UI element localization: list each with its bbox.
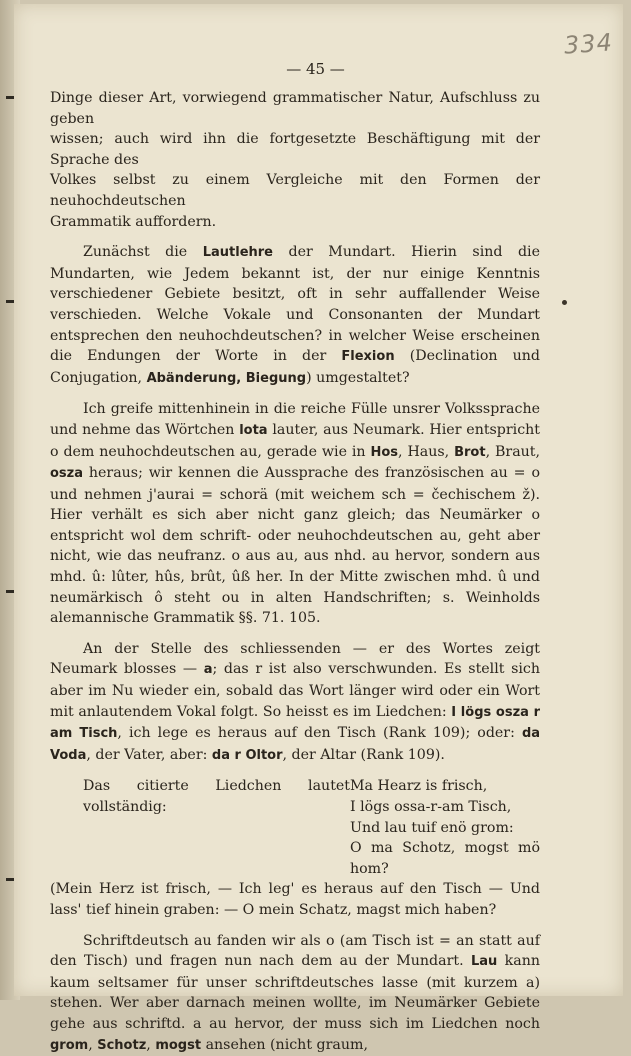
body-text (50, 88, 540, 1056)
poem-line: O ma Schotz, mogst mö hom? (350, 840, 540, 877)
handwritten-folio-number: 334 (563, 28, 614, 60)
ink-spot (562, 300, 567, 305)
poem-line: I lögs ossa-r-am Tisch, (350, 799, 512, 815)
page-number: — 45 — (286, 60, 345, 78)
paragraph-translation: (Mein Herz ist frisch, — Ich leg' es heraus auf den Tisch — Und lass' tief hinein graben: — O mein Schatz, magst mich haben? (50, 881, 540, 918)
poem-intro: Das citierte Liedchen lautet vollständig: (83, 778, 350, 815)
poem-block (50, 776, 540, 879)
poem-line: Ma Hearz is frisch, (350, 778, 488, 795)
paragraph-3: Ich greife mittenhinein in die reiche Fülle unsrer Volkssprache und nehme das Wörtchen lota lauter, aus Neumark. Hier entspricht o dem neuhochdeutschen au, gerade wie in Hos, Haus, Brot, Braut, osza heraus; wir kennen die Aussprache des französischen au = o und nehmen j'aurai = schorä (mit weichem sch = čechischem ž). Hier verhält es sich aber nicht ganz gleich; das Neumärker o entspricht wol dem schrift- oder neuhochdeutschen au, geht aber nicht, wie das neufranz. o aus au, aus nhd. au hervor, sondern aus mhd. û: lûter, hûs, brût, ûß her. In der Mitte zwischen mhd. û und neumärkisch ô steht ou in alten Handschriften; s. Weinholds alemannische Grammatik §§. 71. 105. (50, 401, 541, 627)
paragraph-1: Dinge dieser Art, vorwiegend grammatischer Natur, Aufschluss zu geben wissen; auch wird ihn die fortgesetzte Beschäftigung mit der Sprache des Volkes selbst zu einem Vergleiche mit den Formen der neuhochdeutschen Grammatik auffordern. (50, 90, 540, 230)
poem-line: Und lau tuif enö grom: (350, 819, 514, 836)
paragraph-4: An der Stelle des schliessenden — er des Wortes zeigt Neumark blosses — a; das r ist also verschwunden. Es stellt sich aber im Nu wieder ein, sobald das Wort länger wird oder ein Wort mit anlautendem Vokal folgt. So heisst es im Liedchen: I lögs osza r am Tisch, ich lege es heraus auf den Tisch (Rank 109); oder: da Voda, der Vater, aber: da r Oltor, der Altar (Rank 109). (50, 640, 541, 763)
paragraph-6: Schriftdeutsch au fanden wir als o (am Tisch ist = an statt auf den Tisch) und fragen nun nach dem au der Mundart. Lau kann kaum seltsamer für unser schriftdeutsches lasse (mit kurzem a) stehen. Wer aber darnach meinen wollte, im Neumärker Gebiete gehe aus schriftd. a au hervor, der muss sich im Liedchen noch grom, Schotz, mogst ansehen (nicht graum, (50, 932, 541, 1053)
paragraph-2: Zunächst die Lautlehre der Mundart. Hierin sind die Mundarten, wie Jedem bekannt ist, der nur einige Kenntnis verschiedener Gebiete besitzt, oft in sehr auffallender Weise verschieden. Welche Vokale und Consonanten der Mundart entsprechen den neuhochdeutschen? in welcher Weise erscheinen die Endungen der Worte in der Flexion (Declination und Conjugation, Abänderung, Biegung) umgestaltet? (50, 244, 540, 386)
